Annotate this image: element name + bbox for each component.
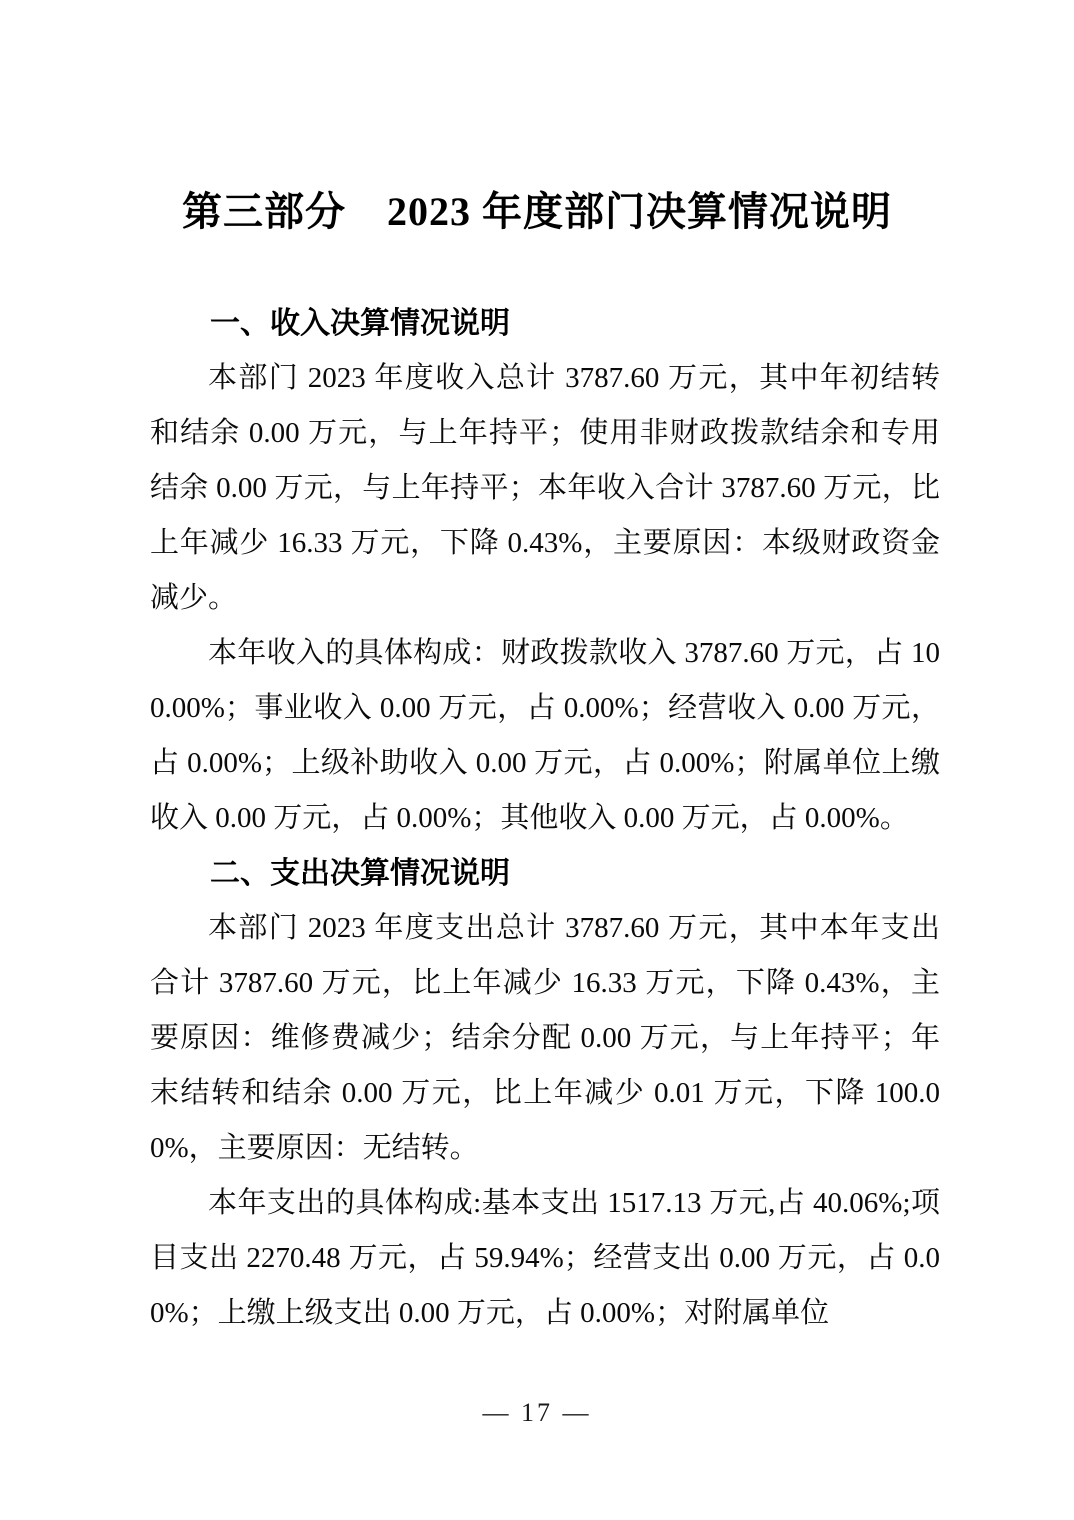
page-footer [0, 1398, 1074, 1428]
page-number: — 17 — [482, 1398, 592, 1427]
expenditure-composition-paragraph: 本年支出的具体构成:基本支出 1517.13 万元,占 40.06%;项目支出 2270.48 万元，占 59.94%；经营支出 0.00 万元，占 0.00%；上缴上级支出 0.00 万元，占 0.00%；对附属单位 [150, 1187, 940, 1329]
section-expenditure-heading: 二、支出决算情况说明 [210, 857, 510, 890]
section-expenditure [150, 846, 940, 1341]
income-total-paragraph: 本部门 2023 年度收入总计 3787.60 万元，其中年初结转和结余 0.00 万元，与上年持平；使用非财政拨款结余和专用结余 0.00 万元，与上年持平；本年收入合计 3787.60 万元，比上年减少 16.33 万元，下降 0.43%，主要原因：本级财政资金减少。 [150, 362, 940, 614]
document-body [150, 296, 940, 1341]
section-income [150, 296, 940, 846]
expenditure-total-paragraph: 本部门 2023 年度支出总计 3787.60 万元，其中本年支出合计 3787.60 万元，比上年减少 16.33 万元，下降 0.43%，主要原因：维修费减少；结余分配 0.00 万元，与上年持平；年末结转和结余 0.00 万元，比上年减少 0.01 万元，下降 100.00%，主要原因：无结转。 [150, 912, 940, 1164]
section-income-heading: 一、收入决算情况说明 [210, 307, 510, 340]
page-title: 第三部分 2023 年度部门决算情况说明 [182, 189, 892, 234]
income-composition-paragraph: 本年收入的具体构成：财政拨款收入 3787.60 万元，占 100.00%；事业收入 0.00 万元，占 0.00%；经营收入 0.00 万元，占 0.00%；上级补助收入 0.00 万元，占 0.00%；附属单位上缴收入 0.00 万元，占 0.00%；其他收入 0.00 万元，占 0.00%。 [150, 637, 940, 834]
